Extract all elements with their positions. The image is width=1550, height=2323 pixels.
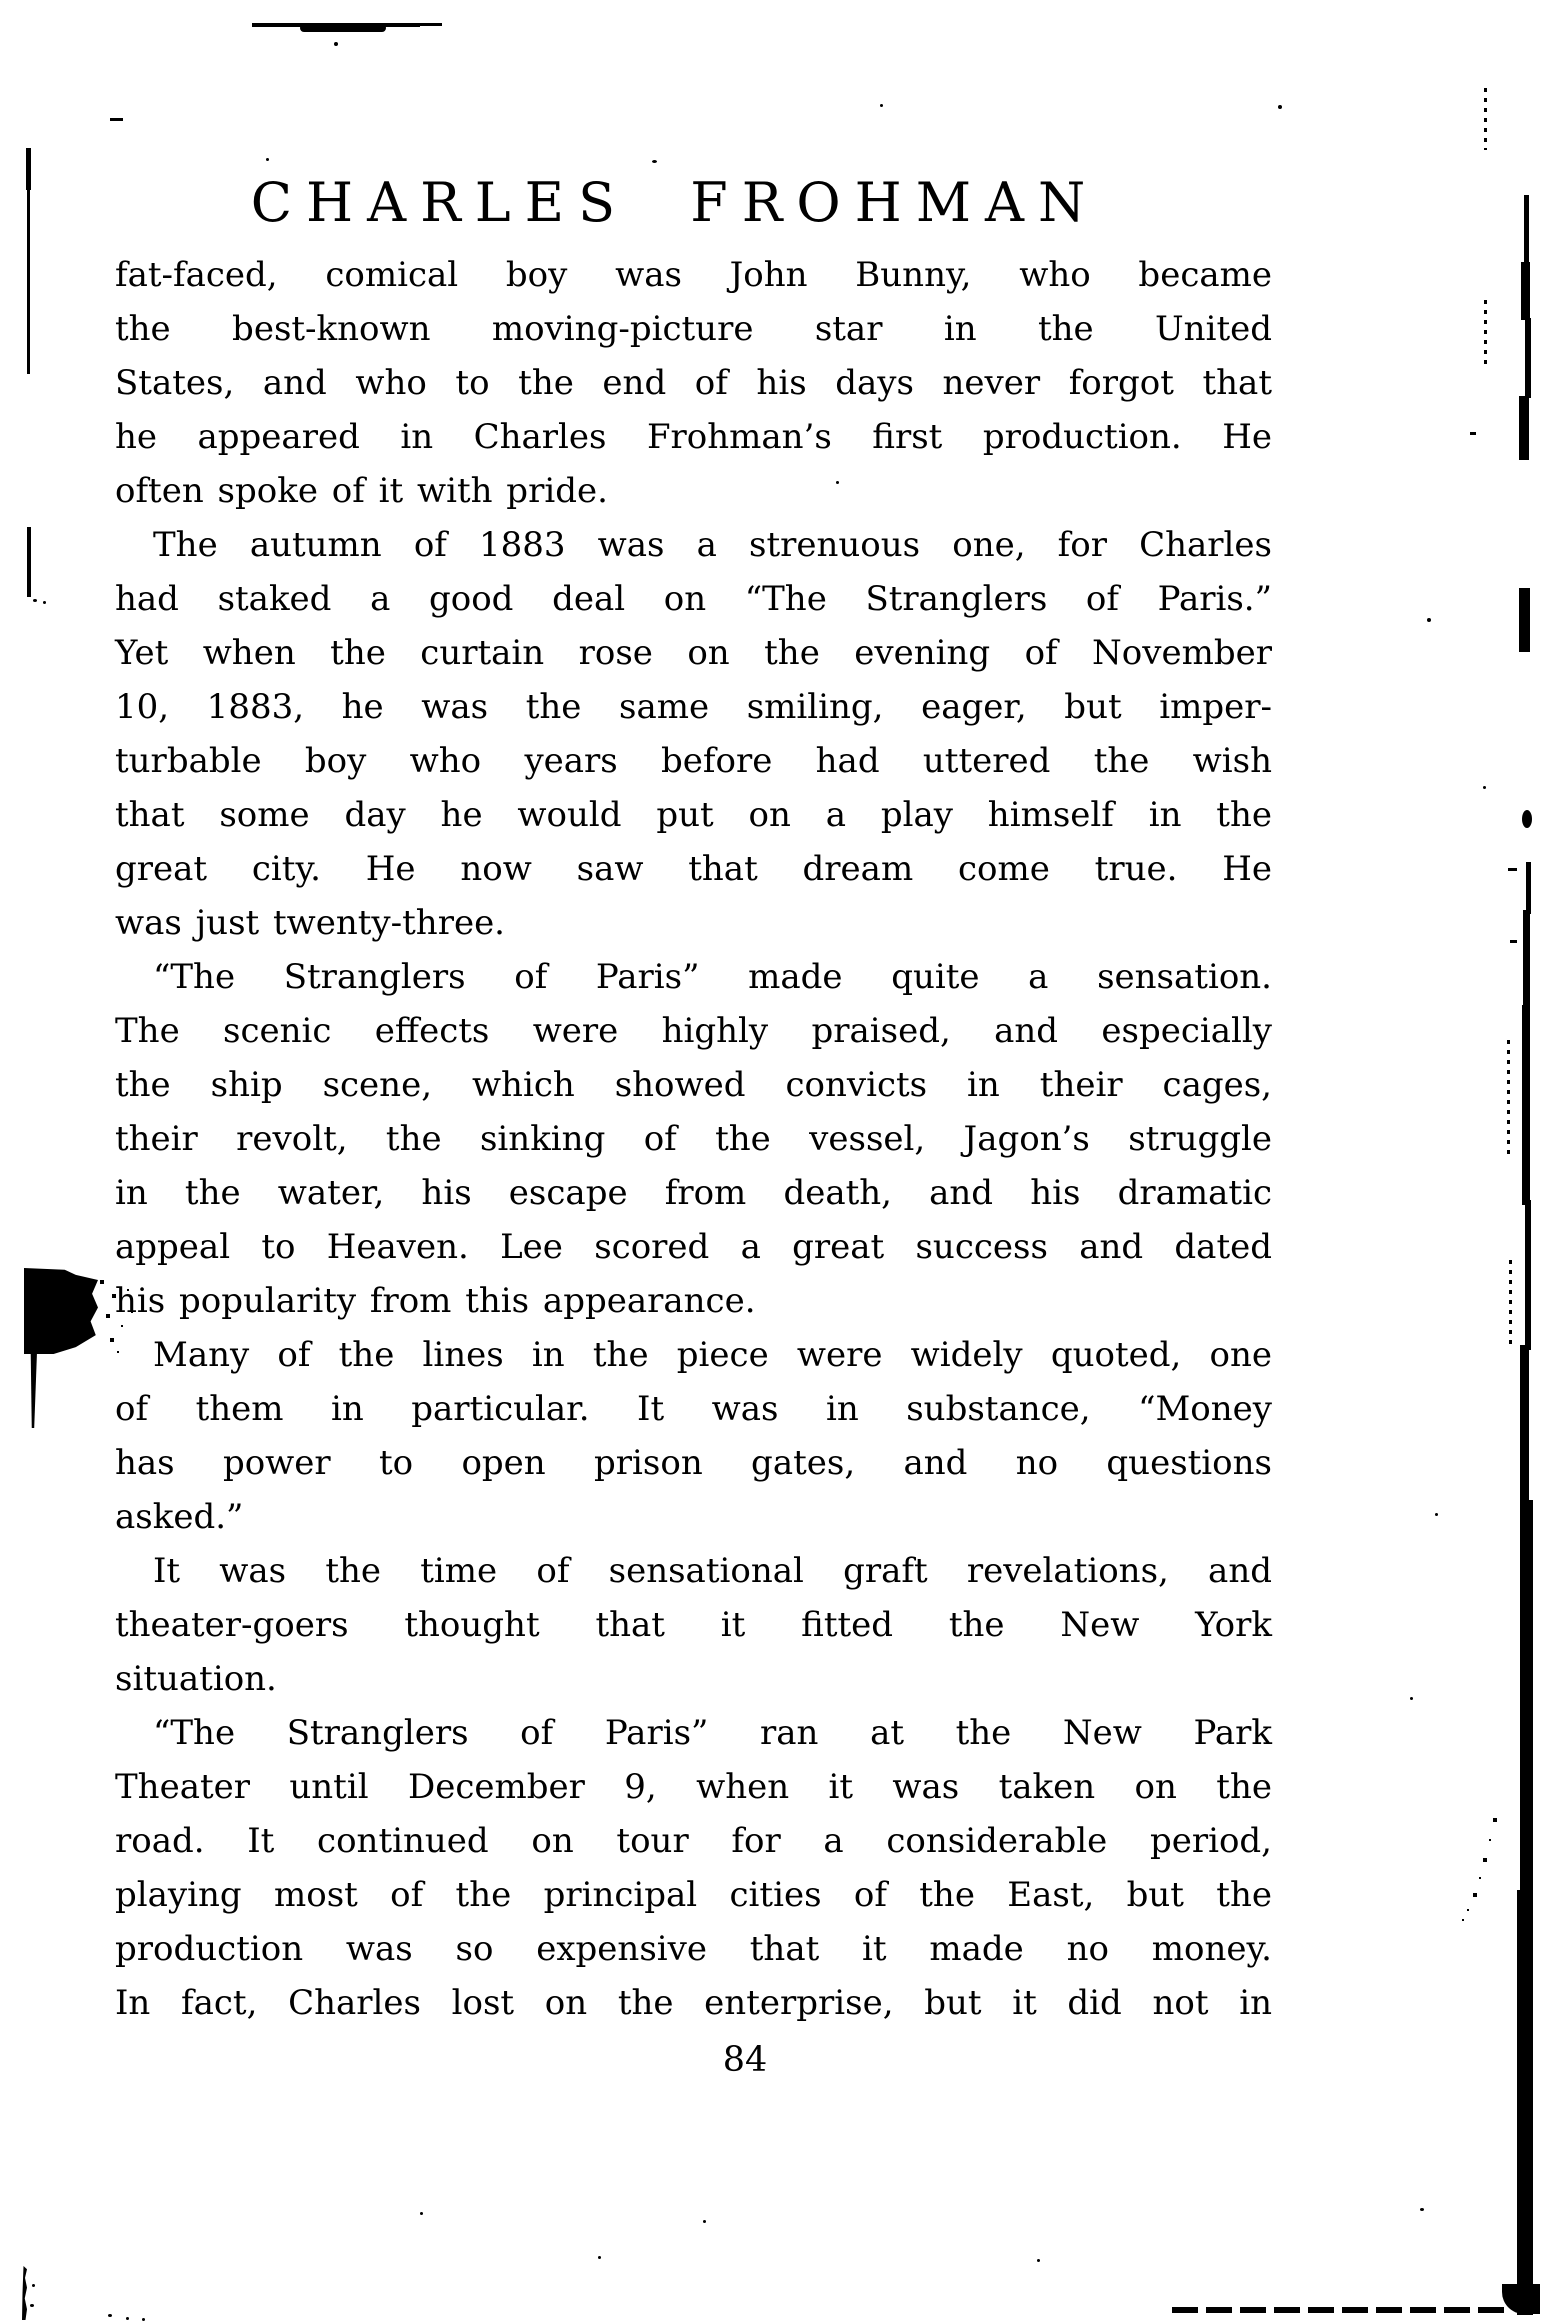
text-line: playing most of the principal cities of the East, but the [115,1875,1272,1915]
scan-artifact-speck [598,2256,601,2259]
scan-artifact-binding-edge [1526,862,1531,914]
paragraph [115,248,1272,518]
scan-artifact-speck [1410,1697,1413,1700]
text-line: road. It continued on tour for a considerable period, [115,1821,1272,1861]
text-line: appeal to Heaven. Lee scored a great success and dated [115,1227,1272,1267]
page-title: CHARLES FROHMAN [250,171,1100,234]
scan-artifact-dash [1510,940,1517,943]
scan-artifact-binding-dots [1509,1260,1512,1350]
text-line: in the water, his escape from death, and his dramatic [115,1173,1272,1213]
scan-artifact-speck [32,2284,35,2287]
scan-artifact-left-line [26,148,31,190]
scan-artifact-speck [334,42,338,46]
text-line: Yet when the curtain rose on the evening of November [115,633,1272,673]
scan-artifact-binding-edge [1521,262,1530,320]
text-line: great city. He now saw that dream come true. He [115,849,1272,889]
paragraph [115,1706,1272,2030]
scan-artifact-bottom-left-mark [22,2266,27,2320]
text-line: situation. [115,1659,277,1699]
text-line: “The Stranglers of Paris” ran at the New Park [153,1713,1272,1753]
text-line: It was the time of sensational graft revelations, and [153,1551,1272,1591]
paragraph [115,950,1272,1328]
scan-artifact-speck [836,481,839,484]
scan-artifact-speck [703,2220,706,2223]
scan-artifact-speck [126,2317,129,2320]
scan-artifact-bottom-line [1172,2307,1512,2313]
scan-artifact-ink-blob-tail [30,1352,37,1428]
scan-artifact-binding-edge [1519,396,1529,460]
paragraph [115,518,1272,950]
text-line: Many of the lines in the piece were widely quoted, one [153,1335,1272,1375]
scan-artifact-speck [43,601,46,604]
scan-artifact-speck [33,599,37,602]
scan-artifact-speck [652,160,657,163]
scan-artifact-binding-band [1520,1500,1533,1900]
scan-artifact-speck [266,158,269,161]
text-line: In fact, Charles lost on the enterprise, but it did not in [115,1983,1272,2023]
text-line: The autumn of 1883 was a strenuous one, for Charles [153,525,1272,565]
text-line: Theater until December 9, when it was taken on the [115,1767,1272,1807]
scan-artifact-speck [1037,2259,1040,2262]
text-line: their revolt, the sinking of the vessel, Jagon’s struggle [115,1119,1272,1159]
scan-artifact-speck [1470,432,1476,435]
text-line: the ship scene, which showed convicts in their cages, [115,1065,1272,1105]
page-number: 84 [722,2040,768,2080]
scan-artifact-speck [142,2318,145,2321]
scan-artifact-ink-blob [24,1268,98,1354]
scan-artifact-speck [1483,786,1486,789]
text-line: theater-goers thought that it fitted the New York [115,1605,1272,1645]
scan-artifact-speck [1435,1513,1438,1516]
scan-artifact-binding-edge [1525,1200,1531,1350]
text-block [115,248,1272,2030]
scan-artifact-binding-edge [1520,1345,1529,1505]
scan-artifact-dash [1508,868,1517,871]
scan-artifact-speck [30,2304,34,2307]
scan-artifact-top-streak-tail [408,23,442,26]
text-line: fat-faced, comical boy was John Bunny, who became [115,255,1272,295]
scan-artifact-left-line [27,186,30,374]
text-line: he appeared in Charles Frohman’s first production. He [115,417,1272,457]
text-line: States, and who to the end of his days never forgot that [115,363,1272,403]
scan-artifact-speckle-trail [1493,1818,1497,1822]
scan-artifact-dash [110,118,123,121]
scan-artifact-left-line [27,527,31,597]
scan-artifact-speck [880,104,883,107]
text-line: has power to open prison gates, and no questions [115,1443,1272,1483]
scan-artifact-speck [420,2212,423,2215]
paragraph [115,1328,1272,1544]
scan-artifact-binding-edge [1522,1005,1530,1205]
text-line: asked.” [115,1497,244,1537]
scan-artifact-binding-edge [1519,588,1530,652]
text-line: his popularity from this appearance. [115,1281,756,1321]
text-line: the best-known moving-picture star in the United [115,309,1272,349]
text-line: The scenic effects were highly praised, and especially [115,1011,1272,1051]
text-line: that some day he would put on a play himself in the [115,795,1272,835]
scan-artifact-speck [1420,2208,1424,2211]
scan-artifact-binding-edge [1524,195,1529,265]
text-line: was just twenty-three. [115,903,505,943]
scan-artifact-binding-edge [1523,910,1530,1006]
scan-artifact-binding-band [1517,1890,1533,2315]
scan-artifact-speck [108,2314,112,2317]
scan-artifact-top-streak-core [300,24,386,32]
scan-artifact-speck [1427,618,1431,622]
scan-artifact-binding-dots [1484,300,1487,366]
scan-artifact-speck [1278,105,1282,109]
text-line: production was so expensive that it made no money. [115,1929,1272,1969]
text-line: “The Stranglers of Paris” made quite a sensation. [153,957,1272,997]
scan-artifact-binding-dots [1507,1040,1510,1160]
paragraph [115,1544,1272,1706]
scan-artifact-binding-dots [1484,88,1487,150]
scan-artifact-binding-blob [1522,810,1532,828]
text-line: 10, 1883, he was the same smiling, eager, but imper- [115,687,1272,727]
text-line: of them in particular. It was in substance, “Money [115,1389,1272,1429]
text-line: had staked a good deal on “The Stranglers of Paris.” [115,579,1272,619]
scan-artifact-ink-blob-speckle [100,1280,104,1284]
text-line: turbable boy who years before had uttered the wish [115,741,1272,781]
text-line: often spoke of it with pride. [115,471,608,511]
scan-artifact-binding-edge [1525,318,1531,398]
